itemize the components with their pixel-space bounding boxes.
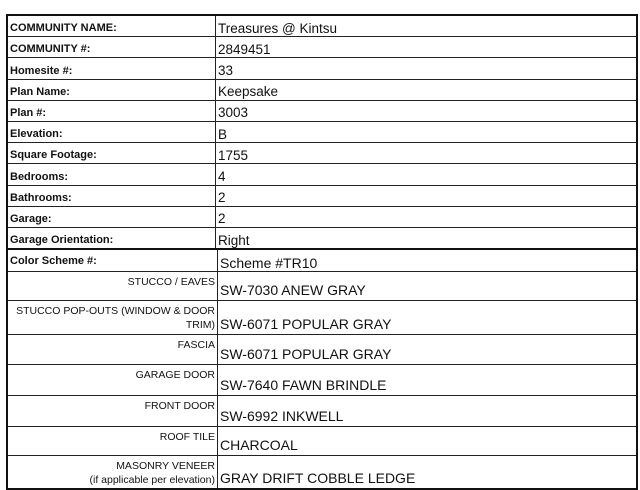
bathrooms-value: 2 — [216, 185, 638, 206]
stucco-popouts-label-line1: STUCCO POP-OUTS (WINDOW & DOOR — [16, 305, 215, 317]
stucco-popouts-label — [7, 301, 218, 335]
plan-number-value: 3003 — [216, 100, 638, 121]
table-row — [7, 272, 637, 301]
table-row — [7, 143, 637, 164]
plan-name-label: Plan Name: — [7, 79, 216, 100]
community-number-value: 2849451 — [216, 37, 638, 58]
table-row — [7, 456, 637, 490]
table-row — [7, 58, 637, 79]
stucco-eaves-label: STUCCO / EAVES — [7, 272, 218, 301]
elevation-value: B — [216, 121, 638, 142]
garage-orientation-value: Right — [216, 227, 638, 249]
masonry-veneer-label — [7, 456, 218, 490]
color-scheme-label: Color Scheme #: — [7, 249, 218, 272]
garage-label: Garage: — [7, 206, 216, 227]
fascia-label: FASCIA — [7, 335, 218, 365]
bedrooms-value: 4 — [216, 164, 638, 185]
homesite-label: Homesite #: — [7, 58, 216, 79]
table-row — [7, 100, 637, 121]
homesite-value: 33 — [216, 58, 638, 79]
front-door-label: FRONT DOOR — [7, 396, 218, 427]
stucco-popouts-label-line2: TRIM) — [185, 319, 215, 332]
table-row — [7, 206, 637, 227]
masonry-veneer-label-line1: MASONRY VENEER — [116, 460, 215, 472]
front-door-value: SW-6992 INKWELL — [218, 396, 638, 427]
square-footage-label: Square Footage: — [7, 143, 216, 164]
garage-door-value: SW-7640 FAWN BRINDLE — [218, 365, 638, 396]
masonry-veneer-value: GRAY DRIFT COBBLE LEDGE — [218, 456, 638, 490]
table-row — [7, 37, 637, 58]
color-scheme-table — [6, 248, 638, 490]
table-row — [7, 335, 637, 365]
garage-value: 2 — [216, 206, 638, 227]
bathrooms-label: Bathrooms: — [7, 185, 216, 206]
elevation-label: Elevation: — [7, 121, 216, 142]
table-row — [7, 79, 637, 100]
roof-tile-value: CHARCOAL — [218, 427, 638, 456]
plan-number-label: Plan #: — [7, 100, 216, 121]
table-row — [7, 185, 637, 206]
garage-door-label: GARAGE DOOR — [7, 365, 218, 396]
table-row — [7, 227, 637, 249]
table-row — [7, 396, 637, 427]
square-footage-value: 1755 — [216, 143, 638, 164]
community-name-label: COMMUNITY NAME: — [7, 15, 216, 37]
table-row — [7, 121, 637, 142]
plan-name-value: Keepsake — [216, 79, 638, 100]
masonry-veneer-label-line2: (if applicable per elevation) — [89, 474, 215, 487]
table-row — [7, 249, 637, 272]
roof-tile-label: ROOF TILE — [7, 427, 218, 456]
community-name-value: Treasures @ Kintsu — [216, 15, 638, 37]
fascia-value: SW-6071 POPULAR GRAY — [218, 335, 638, 365]
table-row — [7, 365, 637, 396]
color-scheme-value: Scheme #TR10 — [218, 249, 638, 272]
garage-orientation-label: Garage Orientation: — [7, 227, 216, 249]
table-row — [7, 427, 637, 456]
stucco-popouts-value: SW-6071 POPULAR GRAY — [218, 301, 638, 335]
table-row — [7, 301, 637, 335]
table-row — [7, 15, 637, 37]
community-info-table — [6, 14, 638, 250]
table-row — [7, 164, 637, 185]
bedrooms-label: Bedrooms: — [7, 164, 216, 185]
stucco-eaves-value: SW-7030 ANEW GRAY — [218, 272, 638, 301]
community-number-label: COMMUNITY #: — [7, 37, 216, 58]
